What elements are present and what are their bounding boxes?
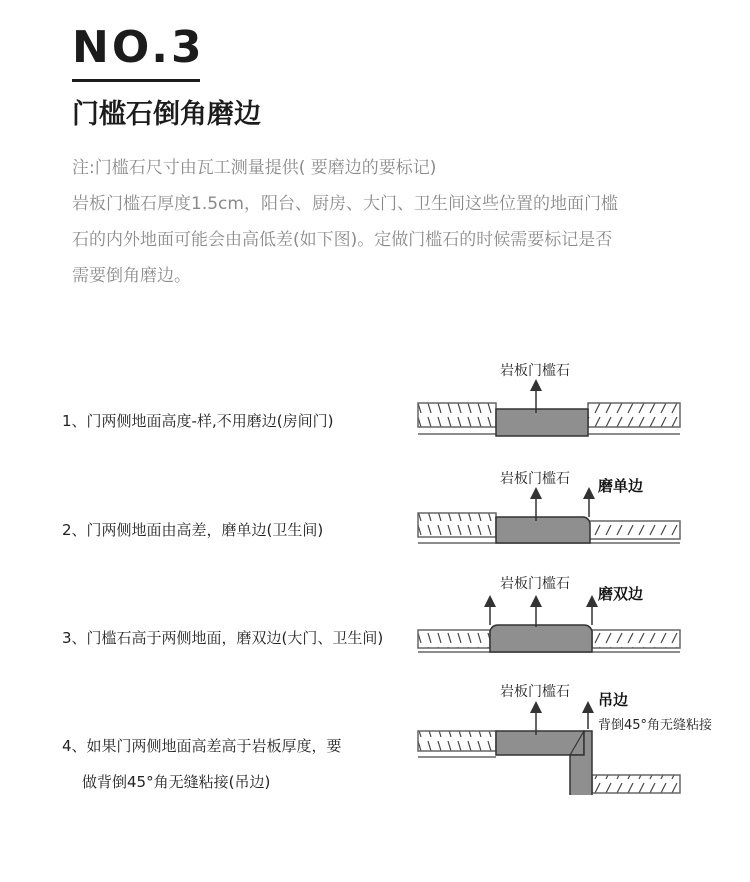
threshold-stone <box>496 517 590 543</box>
diagram-4 <box>418 683 712 795</box>
diagram-3 <box>418 575 680 652</box>
threshold-stone <box>490 625 592 652</box>
diagram-1 <box>418 362 680 436</box>
section-number: NO.3 <box>72 22 205 73</box>
diagram-2 <box>418 470 680 543</box>
section-underline <box>72 79 200 82</box>
section-title: 门槛石倒角磨边 <box>72 99 261 130</box>
description-line: 石的内外地面可能会由高低差(如下图)。定做门槛石的时候需要标记是否 <box>72 230 613 250</box>
stone-label: 岩板门槛石 <box>500 471 570 487</box>
threshold-stone <box>496 731 584 755</box>
description-line: 岩板门槛石厚度1.5cm，阳台、厨房、大门、卫生间这些位置的地面门槛 <box>72 194 618 214</box>
stone-label: 岩板门槛石 <box>500 363 570 379</box>
step-2-text: 2、门两侧地面由高差，磨单边(卫生间) <box>62 521 324 539</box>
step-4-text-line2: 做背倒45°角无缝粘接(吊边) <box>82 773 271 791</box>
edge-label: 吊边 <box>598 691 629 709</box>
threshold-stone <box>496 409 588 436</box>
edge-label: 磨单边 <box>598 477 644 495</box>
description-line: 注:门槛石尺寸由瓦工测量提供( 要磨边的要标记) <box>72 158 437 178</box>
description-line: 需要倒角磨边。 <box>72 266 191 286</box>
step-3-text: 3、门槛石高于两侧地面，磨双边(大门、卫生间) <box>62 629 384 647</box>
threshold-diagrams <box>416 345 716 795</box>
step-4-text: 4、如果门两侧地面高差高于岩板厚度，要 <box>62 737 342 755</box>
description <box>72 150 722 294</box>
stone-label: 岩板门槛石 <box>500 684 570 700</box>
step-1-text: 1、门两侧地面高度-样,不用磨边(房间门) <box>62 412 334 430</box>
edge-note: 背倒45°角无缝粘接 <box>598 718 713 733</box>
stone-label: 岩板门槛石 <box>500 576 570 592</box>
edge-label: 磨双边 <box>598 585 644 603</box>
